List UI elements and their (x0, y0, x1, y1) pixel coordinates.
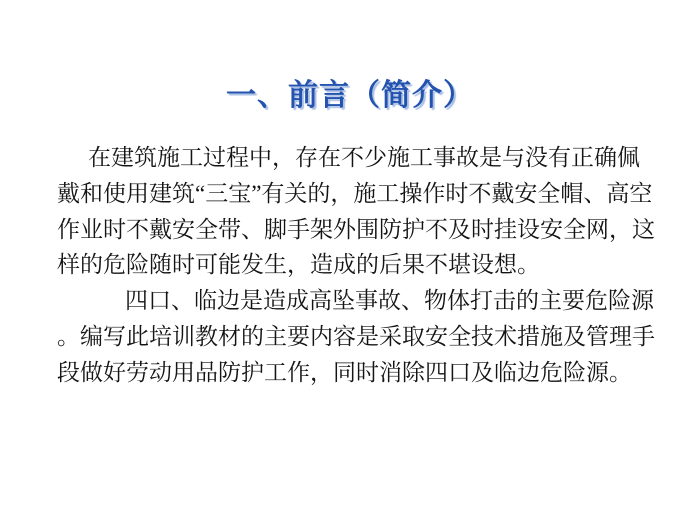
body-line: 在建筑施工过程中，存在不少施工事故是与没有正确佩 (88, 145, 640, 170)
slide-body (0, 140, 700, 391)
body-line: 。编写此培训教材的主要内容是采取安全技术措施及管理手 (57, 323, 655, 349)
slide-title: 一、前言（简介） (226, 79, 474, 112)
body-line: 作业时不戴安全带、脚手架外围防护不及时挂设安全网，这 (57, 216, 655, 242)
body-line: 四口、临边是造成高坠事故、物体打击的主要危险源 (125, 288, 654, 314)
body-line: 戴和使用建筑“三宝”有关的，施工操作时不戴安全帽、高空 (57, 180, 653, 206)
body-line: 样的危险随时可能发生，造成的后果不堪设想。 (57, 252, 540, 278)
body-line: 段做好劳动用品防护工作，同时消除四口及临边危险源。 (57, 359, 632, 385)
